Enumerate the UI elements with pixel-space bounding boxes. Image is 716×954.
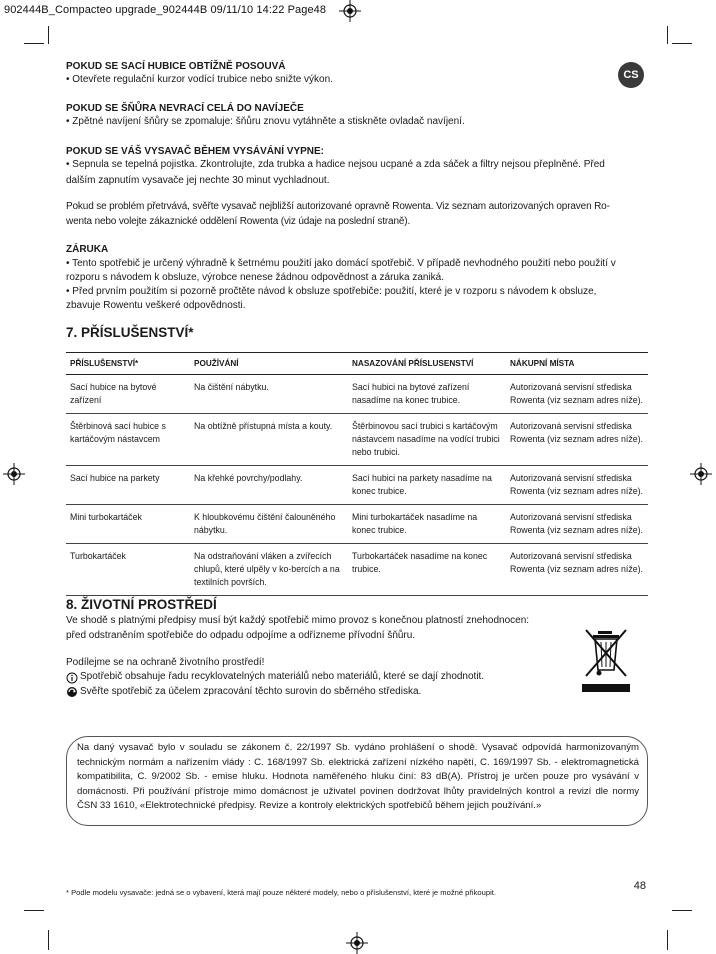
environment-protect: Podílejme se na ochraně životního prostředí!	[66, 657, 265, 668]
crop-mark	[667, 26, 668, 44]
text-cord: • Zpětné navíjení šňůry se zpomaluje: šňůru znovu vytáhněte a stiskněte ovladač navíjení.	[66, 116, 465, 127]
registration-mark-icon	[339, 0, 361, 22]
table-cell: Autorizovaná servisní střediska Rowenta (viz seznam adres níže).	[506, 544, 648, 596]
text-shutdown-1: • Sepnula se tepelná pojistka. Zkontrolujte, zda trubka a hadice nejsou ucpané a zda sáček a filtry nejsou přeplněné. Před	[66, 159, 605, 170]
table-row	[66, 466, 648, 505]
table-cell: Na obtížně přístupná místa a kouty.	[190, 414, 348, 466]
table-cell: Mini turbokartáček nasadíme na konec trubice.	[348, 505, 506, 544]
table-cell: Štěrbinovou sací trubici s kartáčovým nástavcem nasadíme na vodící trubici nebo trubici.	[348, 414, 506, 466]
column-header: POUŽÍVÁNÍ	[190, 353, 348, 375]
crop-mark	[667, 930, 668, 950]
text-nozzle-hard: • Otevřete regulační kurzor vodící trubice nebo snižte výkon.	[66, 74, 333, 85]
crop-mark	[672, 910, 692, 911]
language-badge: CS	[618, 62, 644, 88]
table-header-row	[66, 353, 648, 375]
table-row	[66, 505, 648, 544]
crop-mark	[24, 43, 44, 44]
crop-mark	[48, 26, 49, 44]
text-shutdown-2: dalším zapnutím vysavače jej nechte 30 minut vychladnout.	[66, 175, 330, 186]
table-cell: Turbokartáček	[66, 544, 190, 596]
warranty-line-1: • Tento spotřebič je určený výhradně k šetrnému použití jako domácí spotřebič. V případě nevhodného použití nebo použití v	[66, 258, 616, 269]
warranty-line-3: • Před prvním použitím si pozorně pročtěte návod k obsluze spotřebiče: použití, které je v rozporu s návodem k obsluze,	[66, 286, 597, 297]
section-title-environment: 8. ŽIVOTNÍ PROSTŘEDÍ	[66, 597, 217, 612]
service-text-1: Pokud se problém přetrvává, svěřte vysavač nejbližší autorizované opravně Rowenta. Viz seznam autorizovaných opraven Ro-	[66, 201, 610, 212]
warranty-line-4: zbavuje Rowentu veškeré odpovědnosti.	[66, 300, 246, 311]
table-cell: Na křehké povrchy/podlahy.	[190, 466, 348, 505]
table-cell: K hloubkovému čištění čalouněného nábytku.	[190, 505, 348, 544]
print-slug: 902444B_Compacteo upgrade_902444B 09/11/10 14:22 Page48	[4, 4, 327, 16]
heading-warranty: ZÁRUKA	[66, 244, 109, 255]
environment-line-2: před odstraněním spotřebiče do odpadu odpojíme a odřízneme přívodní šňůru.	[66, 630, 416, 641]
heading-nozzle-hard: POKUD SE SACÍ HUBICE OBTÍŽNĚ POSOUVÁ	[66, 61, 286, 72]
table-cell: Štěrbinová sací hubice s kartáčovým nástavcem	[66, 414, 190, 466]
table-cell: Sací hubice na parkety	[66, 466, 190, 505]
table-cell: Sací hubici na bytové zařízení nasadíme na konec trubice.	[348, 375, 506, 414]
info-icon	[66, 672, 78, 684]
table-cell: Autorizovaná servisní střediska Rowenta (viz seznam adres níže).	[506, 375, 648, 414]
crop-mark	[672, 43, 692, 44]
crop-mark	[24, 910, 44, 911]
table-row	[66, 375, 648, 414]
environment-line-1: Ve shodě s platnými předpisy musí být každý spotřebič mimo provoz s konečnou platností znehodnocen:	[66, 615, 530, 626]
table-cell: Autorizovaná servisní střediska Rowenta (viz seznam adres níže).	[506, 414, 648, 466]
accessories-table	[66, 352, 648, 596]
environment-item-2: Svěřte spotřebič za účelem zpracování těchto surovin do sběrného střediska.	[80, 686, 422, 697]
crossed-bin-icon	[582, 628, 630, 694]
crop-mark	[48, 930, 49, 950]
heading-shutdown: POKUD SE VÁŠ VYSAVAČ BĚHEM VYSÁVÁNÍ VYPNE:	[66, 146, 325, 157]
table-cell: Sací hubice na bytové zařízení	[66, 375, 190, 414]
table-cell: Turbokartáček nasadíme na konec trubice.	[348, 544, 506, 596]
compliance-note: Na daný vysavač bylo v souladu se zákonem č. 22/1997 Sb. vydáno prohlášení o shodě. Vysavač odpovídá harmonizovaným technickým normám a nařízením vlády : C. 168/1997 Sb. elektrická zařízení nízkého napětí, C. 169/1997 Sb. - elektromagnetická kompatibilita, C. 9/2002 Sb. - emise hluku. Hodnota naměřeného hluku činí: 83 dB(A). Přístroj je určen pouze pro vysávání v domácnosti. Při používání přístroje mimo domácnost je uživatel povinen dodržovat lhůty pravidelných kontrol a revizí dle normy ČSN 33 1610, «Elektrotechnické předpisy. Revize a kontroly elektrických spotřebičů během jejich používání.»	[66, 736, 648, 826]
table-cell: Autorizovaná servisní střediska Rowenta (viz seznam adres níže).	[506, 466, 648, 505]
section-title-accessories: 7. PŘÍSLUŠENSTVÍ*	[66, 325, 194, 340]
table-cell: Sací hubici na parkety nasadíme na konec trubice.	[348, 466, 506, 505]
column-header: NASAZOVÁNÍ PŘÍSLUSENSTVÍ	[348, 353, 506, 375]
table-cell: Na odstraňování vláken a zvířecích chlupů, které ulpěly v ko-bercích a na textilních površích.	[190, 544, 348, 596]
registration-mark-icon	[690, 463, 712, 485]
warranty-line-2: rozporu s návodem k obsluze, výrobce nenese žádnou odpovědnost a záruka zaniká.	[66, 272, 445, 283]
table-cell: Autorizovaná servisní střediska Rowenta (viz seznam adres níže).	[506, 505, 648, 544]
registration-mark-icon	[3, 463, 25, 485]
footnote: * Podle modelu vysavače: jedná se o vybavení, která mají pouze některé modely, nebo o příslušenství, které je možné přikoupit.	[66, 888, 496, 897]
table-row	[66, 544, 648, 596]
table-row	[66, 414, 648, 466]
page-number: 48	[633, 880, 646, 892]
table-cell: Mini turbokartáček	[66, 505, 190, 544]
table-cell: Na čištění nábytku.	[190, 375, 348, 414]
registration-mark-icon	[346, 932, 368, 954]
service-text-2: wenta nebo volejte zákaznické oddělení Rowenta (viz údaje na poslední straně).	[66, 216, 411, 227]
heading-cord: POKUD SE ŠŇŮRA NEVRACÍ CELÁ DO NAVÍJEČE	[66, 103, 304, 114]
environment-item-1: Spotřebič obsahuje řadu recyklovatelných materiálů nebo materiálů, které se dají zhodnotit.	[80, 671, 485, 682]
recycle-icon	[66, 686, 78, 698]
column-header: PŘÍSLUŠENSTVÍ*	[66, 353, 190, 375]
column-header: NÁKUPNÍ MÍSTA	[506, 353, 648, 375]
